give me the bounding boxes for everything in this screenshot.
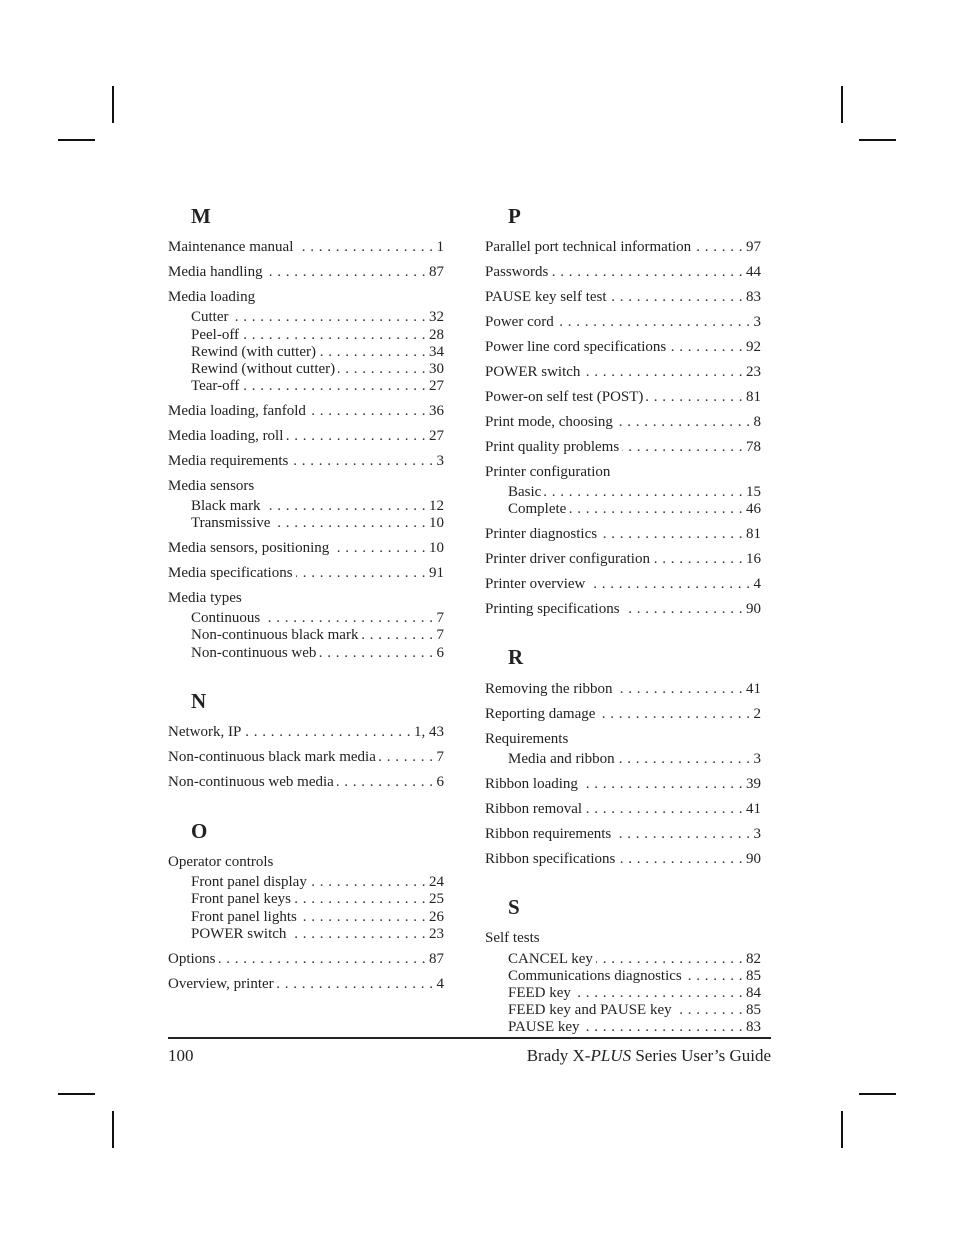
index-entry: Printing specifications . . . 90 bbox=[485, 600, 761, 618]
index-subentry: Tear-off . . . 27 bbox=[191, 377, 444, 395]
index-entry: Media loading, roll . . . 27 bbox=[168, 427, 444, 445]
index-entry: Ribbon requirements . . . 3 bbox=[485, 825, 761, 843]
index-entry: Media specifications . . . 91 bbox=[168, 564, 444, 582]
index-subentry: Cutter . . . 32 bbox=[191, 308, 444, 326]
index-heading: Requirements bbox=[485, 731, 569, 747]
index-subentry: Rewind (without cutter) . . . 30 bbox=[191, 360, 444, 378]
crop-mark bbox=[112, 1111, 114, 1148]
index-subentry: Front panel display . . . 24 bbox=[191, 873, 444, 891]
footer-title-suffix: Series User’s Guide bbox=[631, 1046, 771, 1065]
index-entry: Printer overview . . . 4 bbox=[485, 575, 761, 593]
index-entry: Non-continuous black mark media . . . 7 bbox=[168, 748, 444, 766]
index-heading: Self tests bbox=[485, 930, 540, 946]
index-entry: Power cord . . . 3 bbox=[485, 313, 761, 331]
index-subentry: FEED key . . . 84 bbox=[508, 984, 761, 1002]
index-subentry: Basic . . . 15 bbox=[508, 483, 761, 501]
crop-mark bbox=[58, 1093, 95, 1095]
section-letter-p: P bbox=[508, 204, 521, 228]
index-entry: Media requirements . . . 3 bbox=[168, 452, 444, 470]
index-entry: Removing the ribbon . . . 41 bbox=[485, 680, 761, 698]
footer-rule bbox=[168, 1037, 771, 1039]
index-entry: Options . . . 87 bbox=[168, 950, 444, 968]
crop-mark bbox=[841, 86, 843, 123]
index-subentry: Non-continuous web . . . 6 bbox=[191, 644, 444, 662]
index-entry: Printer diagnostics . . . 81 bbox=[485, 525, 761, 543]
crop-mark bbox=[112, 86, 114, 123]
index-entry: Passwords . . . 44 bbox=[485, 263, 761, 281]
section-letter-o: O bbox=[191, 819, 208, 843]
index-entry: Maintenance manual . . . 1 bbox=[168, 238, 444, 256]
index-subentry: Media and ribbon . . . 3 bbox=[508, 750, 761, 768]
footer-guide-title bbox=[527, 1045, 771, 1067]
crop-mark bbox=[859, 139, 896, 141]
index-entry: Printer driver configuration . . . 16 bbox=[485, 550, 761, 568]
index-subentry: PAUSE key . . . 83 bbox=[508, 1018, 761, 1036]
index-subentry: FEED key and PAUSE key . . . 85 bbox=[508, 1001, 761, 1019]
index-entry: Ribbon loading . . . 39 bbox=[485, 775, 761, 793]
index-subentry: Rewind (with cutter) . . . 34 bbox=[191, 343, 444, 361]
section-letter-m: M bbox=[191, 204, 211, 228]
index-entry: Print mode, choosing . . . 8 bbox=[485, 413, 761, 431]
index-entry: PAUSE key self test . . . 83 bbox=[485, 288, 761, 306]
index-entry: Power-on self test (POST) . . . 81 bbox=[485, 388, 761, 406]
index-entry: Parallel port technical information . . . 97 bbox=[485, 238, 761, 256]
crop-mark bbox=[841, 1111, 843, 1148]
index-entry: Ribbon specifications . . . 90 bbox=[485, 850, 761, 868]
index-subentry: CANCEL key . . . 82 bbox=[508, 950, 761, 968]
index-entry: Print quality problems . . . 78 bbox=[485, 438, 761, 456]
index-heading: Media types bbox=[168, 590, 242, 606]
index-heading: Operator controls bbox=[168, 854, 274, 870]
index-entry: Power line cord specifications . . . 92 bbox=[485, 338, 761, 356]
index-subentry: Complete . . . 46 bbox=[508, 500, 761, 518]
index-entry: Media loading, fanfold . . . 36 bbox=[168, 402, 444, 420]
index-entry: Media sensors, positioning . . . 10 bbox=[168, 539, 444, 557]
section-letter-s: S bbox=[508, 895, 520, 919]
footer-title-italic: PLUS bbox=[590, 1046, 632, 1065]
index-heading: Media loading bbox=[168, 289, 256, 305]
index-entry: Overview, printer . . . 4 bbox=[168, 975, 444, 993]
crop-mark bbox=[58, 139, 95, 141]
index-subentry: Front panel keys . . . 25 bbox=[191, 890, 444, 908]
index-subentry: Peel-off . . . 28 bbox=[191, 326, 444, 344]
index-entry: Non-continuous web media . . . 6 bbox=[168, 773, 444, 791]
index-subentry: Communications diagnostics . . . 85 bbox=[508, 967, 761, 985]
section-letter-r: R bbox=[508, 645, 524, 669]
index-heading: Media sensors bbox=[168, 478, 255, 494]
index-entry: POWER switch . . . 23 bbox=[485, 363, 761, 381]
crop-mark bbox=[859, 1093, 896, 1095]
index-entry: Network, IP . . . 1, 43 bbox=[168, 723, 444, 741]
index-subentry: Non-continuous black mark . . . 7 bbox=[191, 626, 444, 644]
index-subentry: POWER switch . . . 23 bbox=[191, 925, 444, 943]
index-entry: Media handling . . . 87 bbox=[168, 263, 444, 281]
index-subentry: Transmissive . . . 10 bbox=[191, 514, 444, 532]
index-subentry: Front panel lights . . . 26 bbox=[191, 908, 444, 926]
index-subentry: Continuous . . . 7 bbox=[191, 609, 444, 627]
index-entry: Reporting damage . . . 2 bbox=[485, 705, 761, 723]
section-letter-n: N bbox=[191, 689, 207, 713]
index-subentry: Black mark . . . 12 bbox=[191, 497, 444, 515]
footer-title-prefix: Brady X- bbox=[526, 1046, 591, 1065]
index-heading: Printer configuration bbox=[485, 464, 611, 480]
page-number: 100 bbox=[168, 1046, 194, 1065]
index-entry: Ribbon removal . . . 41 bbox=[485, 800, 761, 818]
